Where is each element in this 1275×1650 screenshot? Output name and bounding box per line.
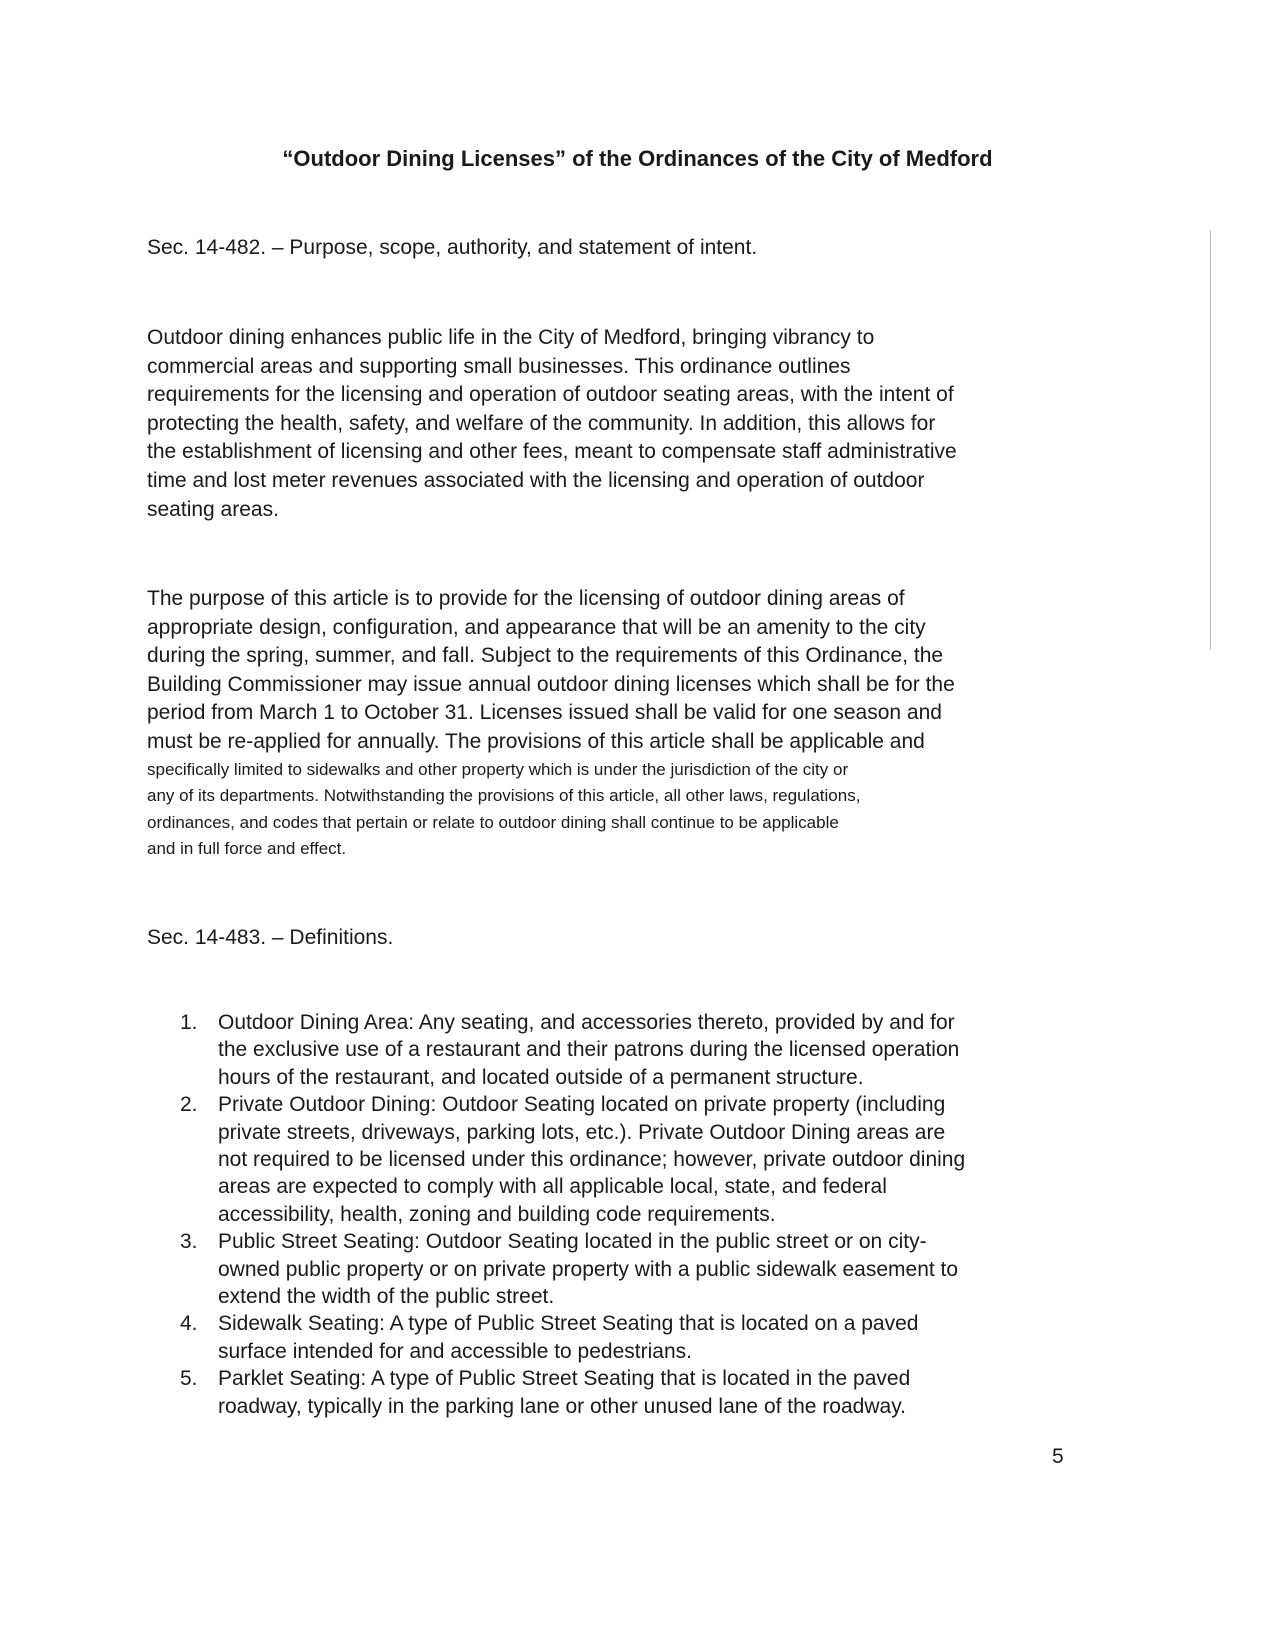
text-line: the establishment of licensing and other fees, meant to compensate staff administrative [147,440,957,464]
page-number: 5 [1052,1445,1064,1468]
text-line: commercial areas and supporting small businesses. This ordinance outlines [147,354,851,378]
text-line: Sidewalk Seating: A type of Public Street Seating that is located on a paved [218,1312,919,1336]
text-line: owned public property or on private property with a public sidewalk easement to [218,1257,959,1281]
text-line: Parklet Seating: A type of Public Street Seating that is located in the paved [218,1367,911,1391]
text-line: time and lost meter revenues associated with the licensing and operation of outdoor [147,468,925,492]
text-line: areas are expected to comply with all applicable local, state, and federal [218,1175,887,1199]
text-line: seating areas. [147,497,279,521]
text-line: protecting the health, safety, and welfare of the community. In addition, this allows for [147,411,936,435]
text-line: Public Street Seating: Outdoor Seating located in the public street or on city- [218,1230,927,1254]
text-line: appropriate design, configuration, and appearance that will be an amenity to the city [147,615,926,639]
text-line: Private Outdoor Dining: Outdoor Seating located on private property (including [218,1093,946,1117]
text-line: not required to be licensed under this ordinance; however, private outdoor dining [218,1148,966,1172]
definition-item [180,1009,965,1091]
definitions-list [180,1009,965,1420]
document-title: “Outdoor Dining Licenses” of the Ordinances of the City of Medford [282,146,993,171]
text-line: extend the width of the public street. [218,1285,555,1309]
text-line: roadway, typically in the parking lane or other unused lane of the roadway. [218,1394,906,1418]
text-line: private streets, driveways, parking lots, etc.). Private Outdoor Dining areas are [218,1120,946,1144]
text-line: Outdoor dining enhances public life in the City of Medford, bringing vibrancy to [147,326,875,349]
scan-margin-mark [1210,230,1211,650]
definition-item [180,1310,965,1365]
text-line: and in full force and effect. [147,839,347,859]
section-heading-14-483: Sec. 14-483. – Definitions. [147,926,394,949]
definition-item [180,1228,965,1310]
text-line: Outdoor Dining Area: Any seating, and accessories thereto, provided by and for [218,1011,955,1034]
text-line: the exclusive use of a restaurant and their patrons during the licensed operation [218,1038,960,1062]
list-number: 1. [180,1011,198,1034]
text-line: any of its departments. Notwithstanding the provisions of this article, all other laws, regulations, [147,786,861,806]
text-line: The purpose of this article is to provide for the licensing of outdoor dining areas of [147,587,905,610]
text-line: specifically limited to sidewalks and other property which is under the jurisdiction of the city or [147,759,849,779]
text-line: accessibility, health, zoning and building code requirements. [218,1202,776,1226]
list-number: 2. [180,1093,198,1117]
text-line: surface intended for and accessible to pedestrians. [218,1339,692,1363]
section-heading-14-482: Sec. 14-482. – Purpose, scope, authority, and statement of intent. [147,236,758,259]
definition-item [180,1365,965,1420]
list-number: 5. [180,1367,198,1391]
definition-item [180,1091,965,1228]
text-line: during the spring, summer, and fall. Subject to the requirements of this Ordinance, the [147,644,944,668]
list-number: 4. [180,1312,198,1336]
text-line: must be re-applied for annually. The provisions of this article shall be applicable and [147,729,925,753]
text-line: hours of the restaurant, and located outside of a permanent structure. [218,1065,864,1089]
text-line: ordinances, and codes that pertain or relate to outdoor dining shall continue to be applicable [147,812,839,832]
list-number: 3. [180,1230,198,1254]
text-line: period from March 1 to October 31. Licenses issued shall be valid for one season and [147,701,942,725]
text-line: requirements for the licensing and operation of outdoor seating areas, with the intent of [147,383,954,407]
paragraph-purpose [147,585,955,863]
text-line: Building Commissioner may issue annual outdoor dining licenses which shall be for the [147,672,955,696]
paragraph-intent [147,324,957,524]
